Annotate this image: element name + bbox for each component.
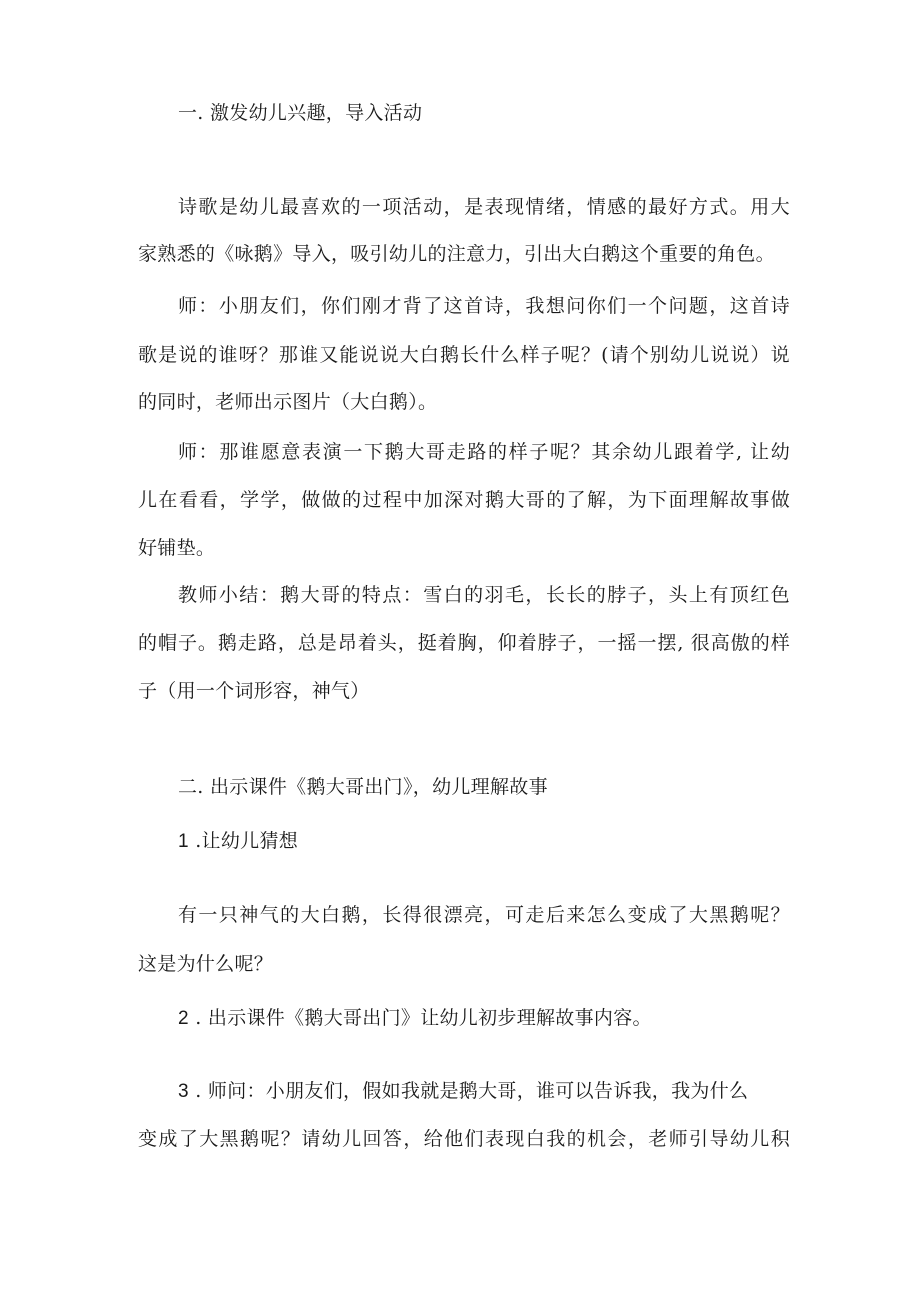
para3-line2: 儿在看看，学学，做做的过程中加深对鹅大哥的了解，为下面理解故事做 <box>138 489 790 511</box>
item1-text: .让幼儿猜想 <box>188 830 299 852</box>
para4-line2: 的帽子。鹅走路，总是昂着头，挺着胸，仰着脖子，一摇一摆, 很高傲的样 <box>138 632 790 654</box>
section2-heading: 二. 出示课件《鹅大哥出门》，幼儿理解故事 <box>178 776 548 798</box>
item2-number: 2 <box>178 1008 189 1029</box>
para3-line3: 好铺垫。 <box>138 537 216 559</box>
item1 <box>178 829 298 854</box>
item3-text: . 师问：小朋友们，假如我就是鹅大哥，谁可以告诉我，我为什么 <box>188 1080 749 1102</box>
item1-number: 1 <box>178 831 189 852</box>
item3-cont: 变成了大黑鹅呢？请幼儿回答，给他们表现白我的机会，老师引导幼儿积 <box>138 1128 790 1150</box>
item1-para-line1: 有一只神气的大白鹅，长得很漂亮，可走后来怎么变成了大黑鹅呢？ <box>178 904 790 926</box>
para2-line3: 的同时，老师出示图片（大白鹅）。 <box>138 391 438 413</box>
para2-line2: 歌是说的谁呀？那谁又能说说大白鹅长什么样子呢？(请个别幼儿说说）说 <box>138 344 790 366</box>
para4-line3: 子（用一个词形容，神气） <box>138 680 370 702</box>
para2-line1: 师：小朋友们，你们刚才背了这首诗，我想问你们一个问题，这首诗 <box>178 295 790 317</box>
item3-number: 3 <box>178 1081 189 1102</box>
section1-heading: 一. 激发幼儿兴趣，导入活动 <box>178 102 423 124</box>
para3-line1: 师：那谁愿意表演一下鹅大哥走路的样子呢？其余幼儿跟着学, 让幼 <box>178 441 790 463</box>
item3 <box>178 1079 748 1104</box>
para4-line1: 教师小结：鹅大哥的特点：雪白的羽毛，长长的脖子，头上有顶红色 <box>178 584 790 606</box>
para1-line1: 诗歌是幼儿最喜欢的一项活动，是表现情绪，情感的最好方式。用大 <box>178 196 790 218</box>
item1-para-line2: 这是为什么呢？ <box>138 953 274 975</box>
para1-line2: 家熟悉的《咏鹅》导入，吸引幼儿的注意力，引出大白鹅这个重要的角色。 <box>138 243 775 265</box>
item2-text: . 出示课件《鹅大哥出门》让幼儿初步理解故事内容。 <box>188 1007 652 1029</box>
item2 <box>178 1006 652 1031</box>
